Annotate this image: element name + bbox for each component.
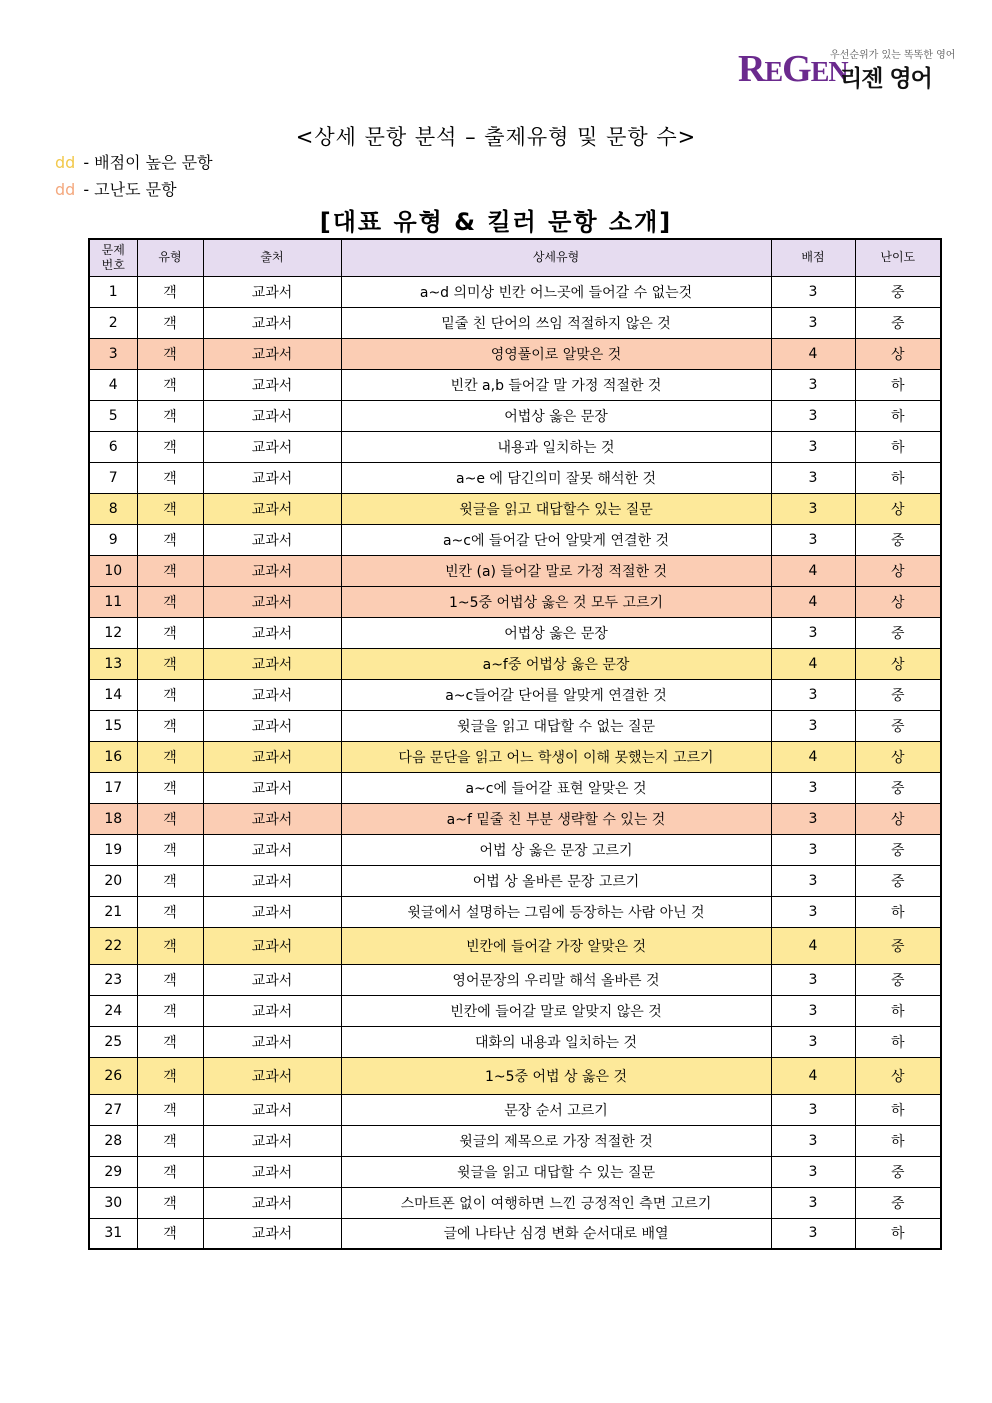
cell-number: 10 — [89, 555, 137, 586]
cell-number: 26 — [89, 1057, 137, 1094]
table-row — [89, 927, 941, 964]
cell-detail: 빈칸 (a) 들어갈 말로 가정 적절한 것 — [341, 555, 771, 586]
table-row — [89, 1156, 941, 1187]
cell-detail: 영어문장의 우리말 해석 올바른 것 — [341, 964, 771, 995]
table-row — [89, 772, 941, 803]
cell-difficulty: 하 — [855, 1026, 941, 1057]
cell-type: 객 — [137, 995, 203, 1026]
cell-difficulty: 하 — [855, 1218, 941, 1249]
cell-score: 3 — [771, 1094, 855, 1125]
cell-number: 2 — [89, 307, 137, 338]
cell-source: 교과서 — [203, 927, 341, 964]
cell-source: 교과서 — [203, 741, 341, 772]
cell-difficulty: 상 — [855, 648, 941, 679]
table-row — [89, 1026, 941, 1057]
table-row — [89, 1187, 941, 1218]
cell-number: 14 — [89, 679, 137, 710]
cell-detail: 어법상 옳은 문장 — [341, 400, 771, 431]
header-detail: 상세유형 — [341, 239, 771, 276]
cell-source: 교과서 — [203, 1125, 341, 1156]
table-row — [89, 648, 941, 679]
cell-source: 교과서 — [203, 648, 341, 679]
cell-detail: 어법 상 옳은 문장 고르기 — [341, 834, 771, 865]
cell-score: 4 — [771, 741, 855, 772]
cell-number: 3 — [89, 338, 137, 369]
cell-type: 객 — [137, 1026, 203, 1057]
cell-type: 객 — [137, 617, 203, 648]
cell-source: 교과서 — [203, 462, 341, 493]
cell-difficulty: 상 — [855, 1057, 941, 1094]
cell-detail: a~f 밑줄 친 부분 생략할 수 있는 것 — [341, 803, 771, 834]
cell-difficulty: 중 — [855, 834, 941, 865]
table-row — [89, 524, 941, 555]
table-row — [89, 369, 941, 400]
cell-detail: a~c에 들어갈 표현 알맞은 것 — [341, 772, 771, 803]
cell-source: 교과서 — [203, 995, 341, 1026]
table-row — [89, 431, 941, 462]
cell-score: 3 — [771, 995, 855, 1026]
cell-difficulty: 중 — [855, 865, 941, 896]
header-number-line2: 번호 — [101, 257, 125, 272]
cell-number: 22 — [89, 927, 137, 964]
cell-score: 3 — [771, 369, 855, 400]
header-source: 출처 — [203, 239, 341, 276]
cell-difficulty: 중 — [855, 524, 941, 555]
table-row — [89, 1125, 941, 1156]
cell-difficulty: 중 — [855, 276, 941, 307]
cell-source: 교과서 — [203, 586, 341, 617]
cell-type: 객 — [137, 1218, 203, 1249]
table-row — [89, 896, 941, 927]
cell-difficulty: 중 — [855, 1156, 941, 1187]
cell-difficulty: 하 — [855, 369, 941, 400]
cell-score: 3 — [771, 1218, 855, 1249]
table-row — [89, 679, 941, 710]
cell-score: 3 — [771, 524, 855, 555]
cell-score: 4 — [771, 927, 855, 964]
table-row — [89, 493, 941, 524]
cell-detail: 1~5중 어법상 옳은 것 모두 고르기 — [341, 586, 771, 617]
cell-difficulty: 상 — [855, 741, 941, 772]
cell-type: 객 — [137, 1187, 203, 1218]
cell-number: 29 — [89, 1156, 137, 1187]
table-row — [89, 995, 941, 1026]
legend-high-score — [55, 150, 213, 173]
cell-score: 3 — [771, 431, 855, 462]
table-row — [89, 307, 941, 338]
cell-number: 24 — [89, 995, 137, 1026]
header-number-line1: 문제 — [101, 242, 125, 257]
table-row — [89, 865, 941, 896]
section-title: [대표 유형 & 킬러 문항 소개] — [319, 208, 673, 236]
cell-number: 5 — [89, 400, 137, 431]
cell-type: 객 — [137, 648, 203, 679]
cell-detail: 대화의 내용과 일치하는 것 — [341, 1026, 771, 1057]
cell-type: 객 — [137, 276, 203, 307]
cell-number: 28 — [89, 1125, 137, 1156]
cell-number: 16 — [89, 741, 137, 772]
table-row — [89, 617, 941, 648]
cell-type: 객 — [137, 865, 203, 896]
cell-source: 교과서 — [203, 1094, 341, 1125]
cell-number: 27 — [89, 1094, 137, 1125]
cell-difficulty: 중 — [855, 927, 941, 964]
cell-source: 교과서 — [203, 1026, 341, 1057]
table-row — [89, 741, 941, 772]
cell-detail: a~c에 들어갈 단어 알맞게 연결한 것 — [341, 524, 771, 555]
cell-score: 4 — [771, 648, 855, 679]
table-row — [89, 338, 941, 369]
cell-score: 3 — [771, 772, 855, 803]
cell-detail: 윗글을 읽고 대답할 수 없는 질문 — [341, 710, 771, 741]
cell-detail: 빈칸 a,b 들어갈 말 가정 적절한 것 — [341, 369, 771, 400]
cell-number: 1 — [89, 276, 137, 307]
page-title: <상세 문항 분석 – 출제유형 및 문항 수> — [295, 125, 697, 149]
logo-korean-name: 리젠 영어 — [840, 66, 932, 92]
cell-source: 교과서 — [203, 524, 341, 555]
cell-type: 객 — [137, 896, 203, 927]
cell-number: 20 — [89, 865, 137, 896]
cell-source: 교과서 — [203, 834, 341, 865]
cell-type: 객 — [137, 338, 203, 369]
cell-score: 3 — [771, 276, 855, 307]
cell-source: 교과서 — [203, 803, 341, 834]
cell-score: 3 — [771, 1187, 855, 1218]
cell-source: 교과서 — [203, 865, 341, 896]
cell-detail: 영영풀이로 알맞은 것 — [341, 338, 771, 369]
cell-type: 객 — [137, 834, 203, 865]
table-row — [89, 803, 941, 834]
cell-difficulty: 중 — [855, 679, 941, 710]
cell-type: 객 — [137, 586, 203, 617]
cell-source: 교과서 — [203, 493, 341, 524]
cell-difficulty: 상 — [855, 493, 941, 524]
cell-difficulty: 상 — [855, 586, 941, 617]
logo-wordmark: REGEN — [738, 48, 848, 90]
table-row — [89, 462, 941, 493]
cell-difficulty: 하 — [855, 462, 941, 493]
cell-type: 객 — [137, 772, 203, 803]
cell-type: 객 — [137, 679, 203, 710]
cell-type: 객 — [137, 710, 203, 741]
cell-type: 객 — [137, 803, 203, 834]
cell-detail: 글에 나타난 심경 변화 순서대로 배열 — [341, 1218, 771, 1249]
cell-score: 3 — [771, 1156, 855, 1187]
cell-type: 객 — [137, 462, 203, 493]
cell-score: 3 — [771, 1026, 855, 1057]
cell-number: 31 — [89, 1218, 137, 1249]
question-analysis-table — [88, 238, 942, 1250]
cell-difficulty: 상 — [855, 555, 941, 586]
logo-tagline: 우선순위가 있는 똑똑한 영어 — [830, 50, 956, 61]
cell-difficulty: 중 — [855, 772, 941, 803]
table-row — [89, 276, 941, 307]
cell-type: 객 — [137, 741, 203, 772]
cell-detail: 윗글을 읽고 대답할수 있는 질문 — [341, 493, 771, 524]
cell-source: 교과서 — [203, 1057, 341, 1094]
cell-source: 교과서 — [203, 964, 341, 995]
cell-detail: 윗글에서 설명하는 그림에 등장하는 사람 아닌 것 — [341, 896, 771, 927]
cell-score: 4 — [771, 555, 855, 586]
cell-source: 교과서 — [203, 369, 341, 400]
cell-number: 8 — [89, 493, 137, 524]
cell-type: 객 — [137, 1057, 203, 1094]
cell-score: 3 — [771, 493, 855, 524]
cell-number: 25 — [89, 1026, 137, 1057]
cell-difficulty: 상 — [855, 338, 941, 369]
cell-number: 23 — [89, 964, 137, 995]
cell-number: 4 — [89, 369, 137, 400]
table-row — [89, 834, 941, 865]
cell-type: 객 — [137, 431, 203, 462]
cell-number: 30 — [89, 1187, 137, 1218]
cell-detail: a~e 에 담긴의미 잘못 해석한 것 — [341, 462, 771, 493]
cell-detail: 스마트폰 없이 여행하면 느낀 긍정적인 측면 고르기 — [341, 1187, 771, 1218]
table-row — [89, 1218, 941, 1249]
cell-number: 12 — [89, 617, 137, 648]
cell-type: 객 — [137, 1125, 203, 1156]
cell-detail: 밑줄 친 단어의 쓰임 적절하지 않은 것 — [341, 307, 771, 338]
cell-difficulty: 중 — [855, 710, 941, 741]
cell-number: 17 — [89, 772, 137, 803]
cell-score: 3 — [771, 803, 855, 834]
cell-difficulty: 하 — [855, 1125, 941, 1156]
cell-score: 3 — [771, 896, 855, 927]
table-row — [89, 586, 941, 617]
cell-type: 객 — [137, 964, 203, 995]
cell-score: 3 — [771, 679, 855, 710]
cell-difficulty: 하 — [855, 431, 941, 462]
cell-detail: 내용과 일치하는 것 — [341, 431, 771, 462]
cell-number: 6 — [89, 431, 137, 462]
table-row — [89, 555, 941, 586]
cell-detail: a~c들어갈 단어를 알맞게 연결한 것 — [341, 679, 771, 710]
cell-detail: 어법상 옳은 문장 — [341, 617, 771, 648]
cell-type: 객 — [137, 307, 203, 338]
cell-number: 7 — [89, 462, 137, 493]
cell-difficulty: 하 — [855, 1094, 941, 1125]
cell-detail: 문장 순서 고르기 — [341, 1094, 771, 1125]
cell-type: 객 — [137, 369, 203, 400]
legend-swatch-hard: dd — [55, 180, 76, 199]
cell-source: 교과서 — [203, 400, 341, 431]
cell-type: 객 — [137, 400, 203, 431]
table-header-row — [89, 239, 941, 276]
cell-source: 교과서 — [203, 710, 341, 741]
cell-type: 객 — [137, 1094, 203, 1125]
cell-difficulty: 중 — [855, 617, 941, 648]
cell-number: 19 — [89, 834, 137, 865]
cell-type: 객 — [137, 524, 203, 555]
table-row — [89, 1057, 941, 1094]
cell-score: 3 — [771, 617, 855, 648]
cell-score: 4 — [771, 1057, 855, 1094]
cell-difficulty: 상 — [855, 803, 941, 834]
legend-label-high-score: - 배점이 높은 문항 — [83, 153, 213, 172]
cell-type: 객 — [137, 493, 203, 524]
cell-source: 교과서 — [203, 1156, 341, 1187]
cell-detail: a~f중 어법상 옳은 문장 — [341, 648, 771, 679]
cell-score: 3 — [771, 307, 855, 338]
legend-label-hard: - 고난도 문항 — [83, 180, 177, 199]
cell-source: 교과서 — [203, 276, 341, 307]
cell-score: 3 — [771, 964, 855, 995]
cell-source: 교과서 — [203, 431, 341, 462]
cell-source: 교과서 — [203, 896, 341, 927]
cell-detail: 윗글의 제목으로 가장 적절한 것 — [341, 1125, 771, 1156]
cell-detail: 다음 문단을 읽고 어느 학생이 이해 못했는지 고르기 — [341, 741, 771, 772]
cell-detail: 빈칸에 들어갈 가장 알맞은 것 — [341, 927, 771, 964]
cell-difficulty: 중 — [855, 964, 941, 995]
cell-number: 18 — [89, 803, 137, 834]
table-row — [89, 964, 941, 995]
table-row — [89, 1094, 941, 1125]
cell-type: 객 — [137, 927, 203, 964]
cell-source: 교과서 — [203, 617, 341, 648]
header-difficulty: 난이도 — [855, 239, 941, 276]
table-row — [89, 710, 941, 741]
cell-source: 교과서 — [203, 1218, 341, 1249]
cell-detail: a~d 의미상 빈칸 어느곳에 들어갈 수 없는것 — [341, 276, 771, 307]
cell-source: 교과서 — [203, 679, 341, 710]
cell-difficulty: 하 — [855, 896, 941, 927]
cell-number: 13 — [89, 648, 137, 679]
cell-number: 11 — [89, 586, 137, 617]
cell-source: 교과서 — [203, 772, 341, 803]
cell-difficulty: 중 — [855, 1187, 941, 1218]
cell-source: 교과서 — [203, 1187, 341, 1218]
legend-swatch-high-score: dd — [55, 153, 76, 172]
header-score: 배점 — [771, 239, 855, 276]
cell-score: 3 — [771, 710, 855, 741]
cell-difficulty: 중 — [855, 307, 941, 338]
cell-score: 3 — [771, 1125, 855, 1156]
legend-hard — [55, 177, 177, 200]
table-row — [89, 400, 941, 431]
brand-logo — [738, 44, 956, 92]
cell-type: 객 — [137, 555, 203, 586]
cell-difficulty: 하 — [855, 400, 941, 431]
cell-score: 4 — [771, 586, 855, 617]
cell-source: 교과서 — [203, 555, 341, 586]
cell-number: 15 — [89, 710, 137, 741]
cell-score: 3 — [771, 400, 855, 431]
cell-difficulty: 하 — [855, 995, 941, 1026]
cell-score: 4 — [771, 338, 855, 369]
cell-detail: 1~5중 어법 상 옳은 것 — [341, 1057, 771, 1094]
cell-source: 교과서 — [203, 307, 341, 338]
header-number — [89, 239, 137, 276]
cell-score: 3 — [771, 462, 855, 493]
cell-number: 9 — [89, 524, 137, 555]
cell-detail: 윗글을 읽고 대답할 수 있는 질문 — [341, 1156, 771, 1187]
cell-detail: 어법 상 올바른 문장 고르기 — [341, 865, 771, 896]
cell-detail: 빈칸에 들어갈 말로 알맞지 않은 것 — [341, 995, 771, 1026]
cell-score: 3 — [771, 865, 855, 896]
cell-type: 객 — [137, 1156, 203, 1187]
cell-score: 3 — [771, 834, 855, 865]
cell-source: 교과서 — [203, 338, 341, 369]
cell-number: 21 — [89, 896, 137, 927]
header-type: 유형 — [137, 239, 203, 276]
